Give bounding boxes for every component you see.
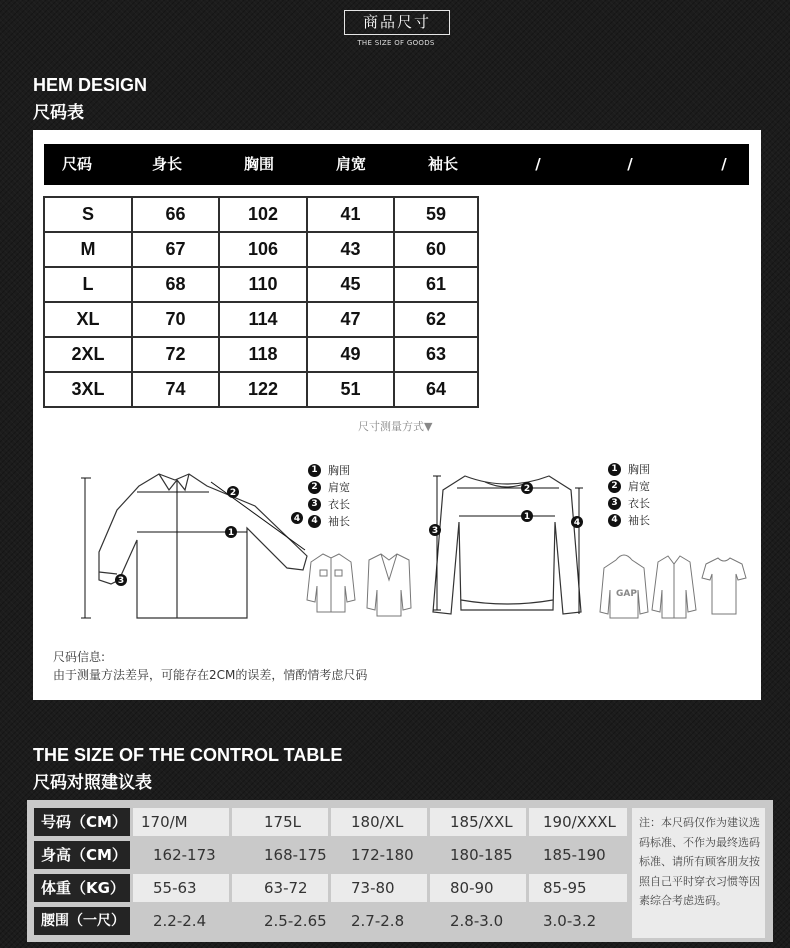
shirt-measure-lines	[81, 478, 305, 618]
control-cell: 80-90	[430, 874, 526, 902]
shoulder-cell: 43	[307, 232, 394, 267]
control-cell: 2.8-3.0	[450, 912, 504, 930]
control-cell: 190/XXXL	[529, 808, 627, 836]
header-subtitle: THE SIZE OF GOODS	[357, 39, 435, 47]
chest-cell: 110	[219, 267, 307, 302]
shoulder-cell: 41	[307, 197, 394, 232]
chest-cell: 114	[219, 302, 307, 337]
control-cell: 185-190	[543, 846, 606, 864]
svg-text:1: 1	[523, 512, 531, 522]
legend-number: 1	[308, 464, 321, 477]
header-col-blank-3: /	[721, 155, 727, 173]
control-cell: 2.2-2.4	[153, 912, 207, 930]
row-label-height: 身高（CM）	[34, 841, 130, 869]
legend-number: 3	[608, 497, 621, 510]
control-cell: 73-80	[331, 874, 427, 902]
chest-cell: 106	[219, 232, 307, 267]
size-info	[53, 648, 367, 684]
svg-text:3: 3	[117, 576, 125, 586]
hem-title-cn: 尺码表	[33, 103, 84, 123]
legend-label: 袖长	[328, 515, 350, 528]
legend-label: 肩宽	[628, 480, 650, 493]
cardigan-icon	[652, 556, 696, 618]
header-col-blank-2: /	[627, 155, 633, 173]
table-row	[44, 232, 478, 267]
sweater-legend	[608, 461, 650, 529]
shoulder-cell: 51	[307, 372, 394, 407]
size-table-header	[44, 144, 749, 185]
control-cell: 2.7-2.8	[351, 912, 405, 930]
control-cell: 63-72	[232, 874, 328, 902]
table-row	[44, 337, 478, 372]
sleeve-cell: 59	[394, 197, 478, 232]
length-cell: 70	[132, 302, 219, 337]
shoulder-cell: 49	[307, 337, 394, 372]
sweater-measure-lines	[433, 476, 583, 614]
sleeve-cell: 61	[394, 267, 478, 302]
casual-icons	[598, 552, 748, 622]
legend-label: 衣长	[328, 498, 350, 511]
legend-number: 3	[308, 498, 321, 511]
control-cell: 180-185	[450, 846, 513, 864]
length-cell: 68	[132, 267, 219, 302]
size-note: 注：本尺码仅作为建议选码标准、不作为最终选码标准、请所有顾客朋友按照自己平时穿衣习惯等因素综合考虑选码。	[632, 808, 765, 938]
length-cell: 72	[132, 337, 219, 372]
row-label-waist: 腰围（一尺）	[34, 907, 130, 935]
table-row	[44, 302, 478, 337]
size-cell: S	[44, 197, 132, 232]
hoodie-icon	[600, 555, 648, 618]
shoulder-cell: 45	[307, 267, 394, 302]
header-title: 商品尺寸	[344, 10, 450, 35]
control-table	[27, 800, 773, 942]
chest-cell: 122	[219, 372, 307, 407]
row-label-weight: 体重（KG）	[34, 874, 130, 902]
size-cell: XL	[44, 302, 132, 337]
legend-number: 2	[308, 481, 321, 494]
control-title-en: THE SIZE OF THE CONTROL TABLE	[33, 745, 343, 765]
control-cell: 55-63	[133, 874, 229, 902]
svg-text:4: 4	[293, 514, 301, 524]
table-row	[44, 372, 478, 407]
table-row	[44, 197, 478, 232]
row-label-number: 号码（CM）	[34, 808, 130, 836]
sweater-outline	[433, 476, 581, 614]
shirt-diagram	[77, 460, 317, 630]
sweater-diagram	[425, 462, 595, 630]
legend-number: 4	[308, 515, 321, 528]
header-col-size: 尺码	[61, 155, 92, 173]
sleeve-cell: 63	[394, 337, 478, 372]
header-col-blank-1: /	[535, 155, 541, 173]
shoulder-cell: 47	[307, 302, 394, 337]
control-cell: 175L	[232, 808, 328, 836]
length-cell: 67	[132, 232, 219, 267]
legend-number: 4	[608, 514, 621, 527]
legend-label: 胸围	[628, 463, 650, 476]
control-cell: 162-173	[153, 846, 216, 864]
control-cell: 172-180	[351, 846, 414, 864]
chest-cell: 102	[219, 197, 307, 232]
legend-label: 胸围	[328, 464, 350, 477]
header-col-shoulder: 肩宽	[335, 155, 366, 173]
legend-label: 肩宽	[328, 481, 350, 494]
control-cell: 2.5-2.65	[264, 912, 327, 930]
svg-text:2: 2	[523, 484, 531, 494]
size-info-text: 由于测量方法差异，可能存在2CM的误差，情酌情考虑尺码	[53, 668, 368, 682]
header-col-sleeve: 袖长	[427, 155, 458, 173]
table-row	[44, 267, 478, 302]
length-cell: 74	[132, 372, 219, 407]
size-info-title: 尺码信息:	[53, 650, 106, 664]
size-cell: L	[44, 267, 132, 302]
svg-text:4: 4	[573, 518, 581, 528]
svg-text:2: 2	[229, 488, 237, 498]
tshirt-icon	[702, 558, 746, 614]
blazer-icon	[367, 554, 411, 616]
sleeve-cell: 60	[394, 232, 478, 267]
control-cell: 168-175	[264, 846, 327, 864]
svg-text:1: 1	[227, 528, 235, 538]
shirt-outline	[99, 474, 307, 618]
size-panel	[33, 130, 761, 700]
jacket-icons	[303, 550, 413, 620]
size-cell: 2XL	[44, 337, 132, 372]
legend-label: 袖长	[628, 514, 650, 527]
denim-jacket-icon	[307, 554, 355, 612]
svg-text:3: 3	[431, 526, 439, 536]
control-cell: 85-95	[529, 874, 627, 902]
legend-number: 1	[608, 463, 621, 476]
header-col-chest: 胸围	[243, 155, 274, 173]
gap-logo-text: GAP	[616, 589, 637, 599]
control-cell: 180/XL	[331, 808, 427, 836]
measure-method-tip: 尺寸测量方式▼	[358, 420, 433, 433]
control-cell: 185/XXL	[430, 808, 526, 836]
hem-title-en: HEM DESIGN	[33, 75, 148, 95]
size-cell: M	[44, 232, 132, 267]
shirt-legend	[308, 462, 350, 530]
size-cell: 3XL	[44, 372, 132, 407]
size-table	[43, 196, 479, 408]
header-col-length: 身长	[151, 155, 182, 173]
sleeve-cell: 64	[394, 372, 478, 407]
sleeve-cell: 62	[394, 302, 478, 337]
legend-label: 衣长	[628, 497, 650, 510]
control-cell: 3.0-3.2	[543, 912, 597, 930]
control-title-cn: 尺码对照建议表	[33, 773, 152, 793]
legend-number: 2	[608, 480, 621, 493]
length-cell: 66	[132, 197, 219, 232]
control-cell: 170/M	[133, 808, 229, 836]
chest-cell: 118	[219, 337, 307, 372]
